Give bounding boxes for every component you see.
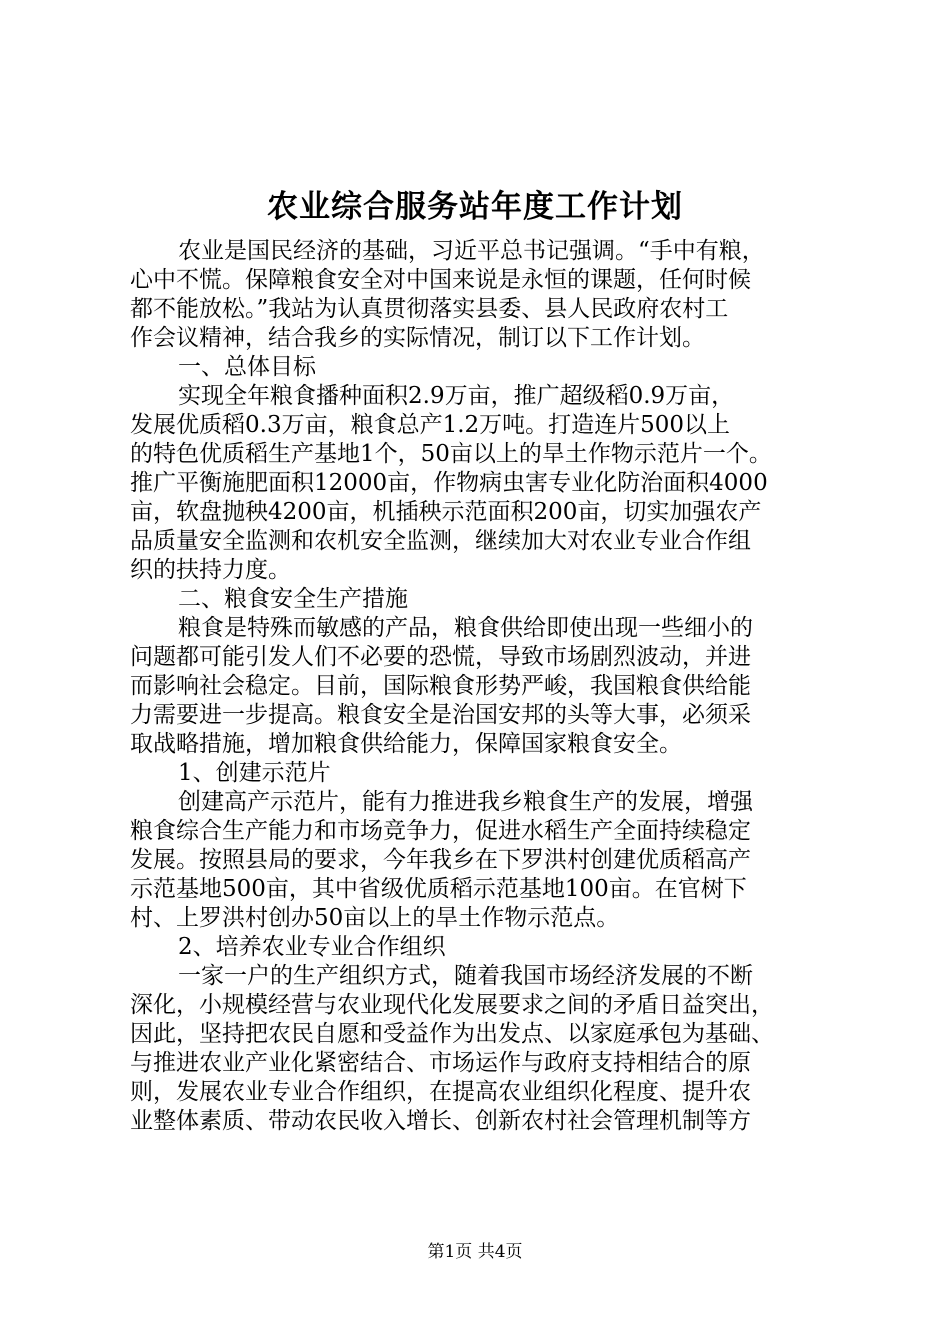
- text-line: 业整体素质、带动农民收入增长、创新农村社会管理机制等方: [130, 1108, 751, 1134]
- paragraph: [130, 353, 830, 382]
- text-line: 则，发展农业专业合作组织，在提高农业组织化程度、提升农: [130, 1079, 751, 1105]
- text-line: 二、粮食安全生产措施: [178, 586, 408, 612]
- text-line: 村、上罗洪村创办50亩以上的旱土作物示范点。: [130, 905, 620, 931]
- text-line: 发展。按照县局的要求，今年我乡在下罗洪村创建优质稻高产: [130, 847, 751, 873]
- text-line: 与推进农业产业化紧密结合、市场运作与政府支持相结合的原: [130, 1050, 751, 1076]
- text-line: 都不能放松。”我站为认真贯彻落实县委、县人民政府农村工: [130, 296, 729, 322]
- paragraph: [130, 759, 830, 788]
- document-body: [130, 237, 830, 1136]
- paragraph: [130, 382, 830, 585]
- text-line: 2、培养农业专业合作组织: [178, 934, 446, 960]
- paragraph: [130, 788, 830, 933]
- text-line: 取战略措施，增加粮食供给能力，保障国家粮食安全。: [130, 731, 682, 757]
- text-line: 1、创建示范片: [178, 760, 331, 786]
- text-line: 而影响社会稳定。目前，国际粮食形势严峻，我国粮食供给能: [130, 673, 751, 699]
- text-line: 心中不慌。保障粮食安全对中国来说是永恒的课题，任何时候: [130, 267, 751, 293]
- text-line: 一家一户的生产组织方式，随着我国市场经济发展的不断: [178, 963, 753, 989]
- text-line: 推广平衡施肥面积12000亩，作物病虫害专业化防治面积4000: [130, 470, 768, 496]
- page-footer: 第1页 共4页: [427, 1242, 523, 1262]
- text-line: 品质量安全监测和农机安全监测，继续加大对农业专业合作组: [130, 528, 751, 554]
- paragraph: [130, 933, 830, 962]
- text-line: 作会议精神，结合我乡的实际情况，制订以下工作计划。: [130, 325, 705, 351]
- text-line: 亩，软盘抛秧4200亩，机插秧示范面积200亩，切实加强农产: [130, 499, 762, 525]
- paragraph: [130, 585, 830, 614]
- text-line: 因此，坚持把农民自愿和受益作为出发点、以家庭承包为基础、: [130, 1021, 774, 1047]
- text-line: 一、总体目标: [178, 354, 316, 380]
- text-line: 问题都可能引发人们不必要的恐慌，导致市场剧烈波动，并进: [130, 644, 751, 670]
- paragraph: [130, 962, 830, 1136]
- text-line: 的特色优质稻生产基地1个，50亩以上的旱土作物示范片一个。: [130, 441, 772, 467]
- document-title: 农业综合服务站年度工作计划: [267, 189, 683, 225]
- text-line: 示范基地500亩，其中省级优质稻示范基地100亩。在官树下: [130, 876, 747, 902]
- text-line: 织的扶持力度。: [130, 557, 291, 583]
- text-line: 粮食综合生产能力和市场竞争力，促进水稻生产全面持续稳定: [130, 818, 751, 844]
- paragraph: [130, 237, 830, 353]
- text-line: 创建高产示范片，能有力推进我乡粮食生产的发展，增强: [178, 789, 753, 815]
- paragraph: [130, 614, 830, 759]
- text-line: 实现全年粮食播种面积2.9万亩，推广超级稻0.9万亩，: [178, 383, 735, 409]
- text-line: 农业是国民经济的基础，习近平总书记强调。“手中有粮，: [178, 238, 765, 264]
- text-line: 粮食是特殊而敏感的产品，粮食供给即使出现一些细小的: [178, 615, 753, 641]
- text-line: 发展优质稻0.3万亩，粮食总产1.2万吨。打造连片500以上: [130, 412, 731, 438]
- text-line: 深化，小规模经营与农业现代化发展要求之间的矛盾日益突出，: [130, 992, 774, 1018]
- text-line: 力需要进一步提高。粮食安全是治国安邦的头等大事，必须采: [130, 702, 751, 728]
